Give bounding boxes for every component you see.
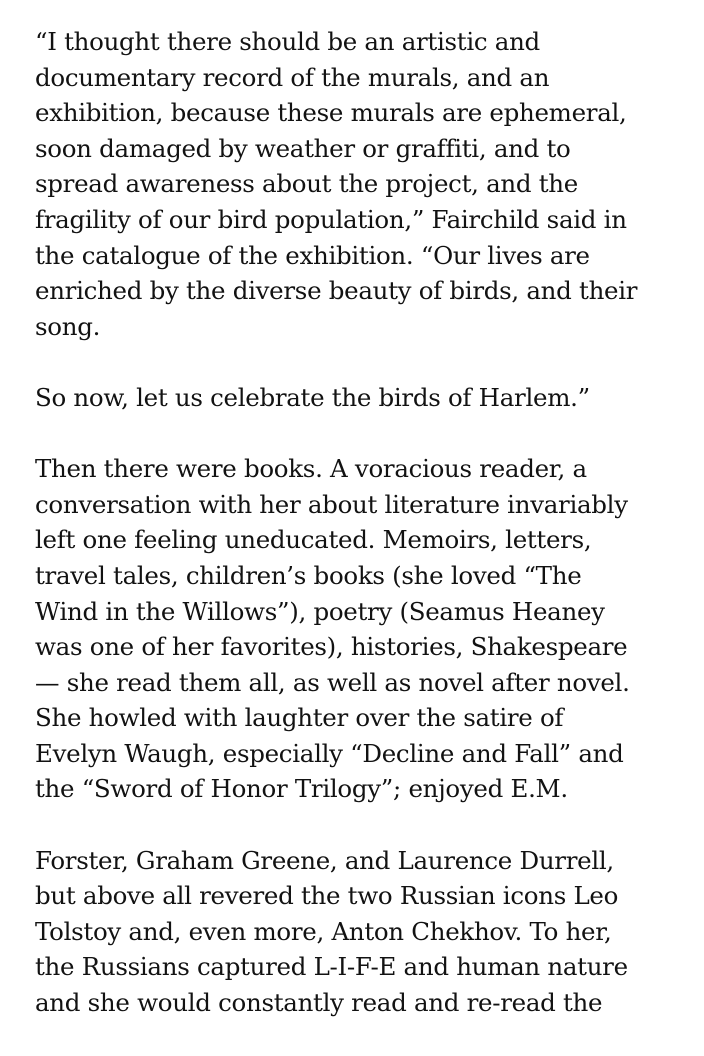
- text-line: the “Sword of Honor Trilogy”; enjoyed E.M.: [35, 774, 568, 804]
- text-line: Wind in the Willows”), poetry (Seamus Heaney: [35, 596, 605, 626]
- text-line: So now, let us celebrate the birds of Harlem.”: [35, 382, 590, 412]
- text-line: “I thought there should be an artistic and: [35, 27, 540, 56]
- text-line: Forster, Graham Greene, and Laurence Durrell,: [35, 845, 614, 875]
- text-line: She howled with laughter over the satire of: [35, 703, 564, 733]
- paragraph-mural-quote: [35, 24, 675, 344]
- text-line: exhibition, because these murals are ephemeral,: [35, 98, 627, 128]
- paragraph-russian-authors: [35, 843, 675, 1021]
- text-line: and she would constantly read and re-read the: [35, 988, 603, 1018]
- text-line: fragility of our bird population,” Fairchild said in: [35, 204, 627, 234]
- text-line: was one of her favorites), histories, Shakespeare: [35, 632, 628, 662]
- text-line: Then there were books. A voracious reader, a: [35, 454, 587, 484]
- text-line: enriched by the diverse beauty of birds, and their: [35, 276, 638, 306]
- text-line: documentary record of the murals, and an: [35, 62, 550, 92]
- paragraph-celebrate-birds: [35, 380, 675, 416]
- text-line: travel tales, children’s books (she loved “The: [35, 560, 582, 590]
- text-line: Tolstoy and, even more, Anton Chekhov. To her,: [35, 916, 612, 946]
- article-body: [35, 24, 675, 1056]
- text-line: song.: [35, 311, 101, 341]
- text-line: conversation with her about literature invariably: [35, 489, 628, 519]
- text-line: spread awareness about the project, and the: [35, 169, 578, 199]
- paragraph-books: [35, 451, 675, 807]
- text-line: the Russians captured L-I-F-E and human nature: [35, 952, 628, 982]
- text-line: soon damaged by weather or graffiti, and to: [35, 133, 571, 163]
- text-line: but above all revered the two Russian icons Leo: [35, 881, 619, 911]
- text-line: Evelyn Waugh, especially “Decline and Fall” and: [35, 738, 624, 768]
- text-line: left one feeling uneducated. Memoirs, letters,: [35, 525, 592, 555]
- text-line: — she read them all, as well as novel after novel.: [35, 667, 630, 697]
- text-line: the catalogue of the exhibition. “Our lives are: [35, 240, 590, 270]
